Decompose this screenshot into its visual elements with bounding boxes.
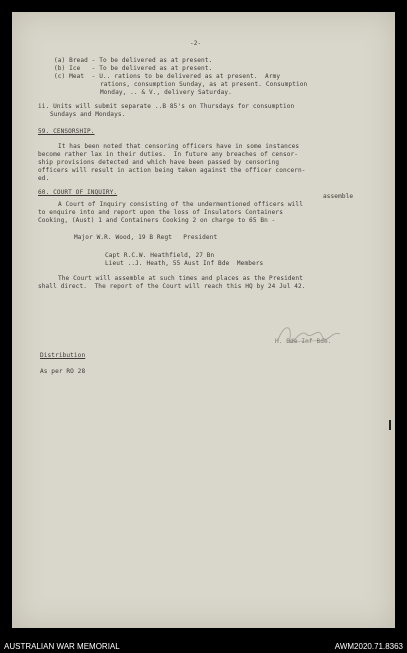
member-line: Lieut ..J. Heath, 55 Aust Inf Bde Members: [105, 260, 264, 267]
section-60-line: A Court of Inquiry consisting of the undermentioned officers will: [58, 201, 303, 208]
item-c-line2: rations, consumption Sunday, as at present. Consumption: [100, 81, 308, 88]
para-ii-line2: Sundays and Mondays.: [50, 111, 126, 118]
section-60-close-line: shall direct. The report of the Court will reach this HQ by 24 Jul 42.: [38, 283, 306, 290]
section-60-line: to enquire into and report upon the loss of Insulators Containers: [38, 209, 283, 216]
footer-bar: [0, 640, 407, 653]
item-a: (a) Bread - To be delivered as at present.: [54, 57, 213, 64]
footer-id: AWM2020.71.8363: [334, 642, 403, 651]
item-c-line3: Monday, .. & V., delivery Saturday.: [100, 89, 232, 96]
margin-mark: [389, 420, 391, 430]
footer-source: AUSTRALIAN WAR MEMORIAL: [4, 642, 120, 651]
distribution-text: As per RO 28: [40, 368, 86, 375]
section-60-assemble: assemble: [323, 193, 354, 200]
para-ii-line1: ii. Units will submit separate ..B 85's on Thursdays for consumption: [38, 103, 295, 110]
section-59-line: It has been noted that censoring officers have in some instances: [58, 143, 300, 150]
president-line: Major W.R. Wood, 19 B Regt President: [74, 234, 218, 241]
item-b: (b) Ice - To be delivered as at present.: [54, 65, 213, 72]
section-59-line: ed.: [38, 175, 50, 182]
document-page: [12, 12, 395, 628]
section-59-line: officers will result in action being taken against the officer concern-: [38, 167, 306, 174]
signature-block: H. Bde Inf Bde.: [275, 338, 332, 345]
section-59-line: become rather lax in their duties. In future any breaches of censor-: [38, 151, 299, 158]
section-59-line: ship provisions detected and which have been passed by censoring: [38, 159, 280, 166]
member-line: Capt R.C.W. Heathfield, 27 Bn: [105, 252, 215, 259]
section-60-heading: 60. COURT OF INQUIRY.: [38, 189, 118, 196]
section-60-line: Cooking, (Aust) 1 and Containers Cooking 2 on charge to 65 Bn -: [38, 217, 276, 224]
distribution-heading: Distribution: [40, 352, 86, 359]
item-c-line1: (c) Meat - U.. rations to be delivered as at present. Army: [54, 73, 281, 80]
section-60-close-line: The Court will assemble at such times and places as the President: [58, 275, 303, 282]
section-59-heading: 59. CENSORSHIP.: [38, 128, 95, 135]
page-number: -2-: [190, 40, 202, 47]
